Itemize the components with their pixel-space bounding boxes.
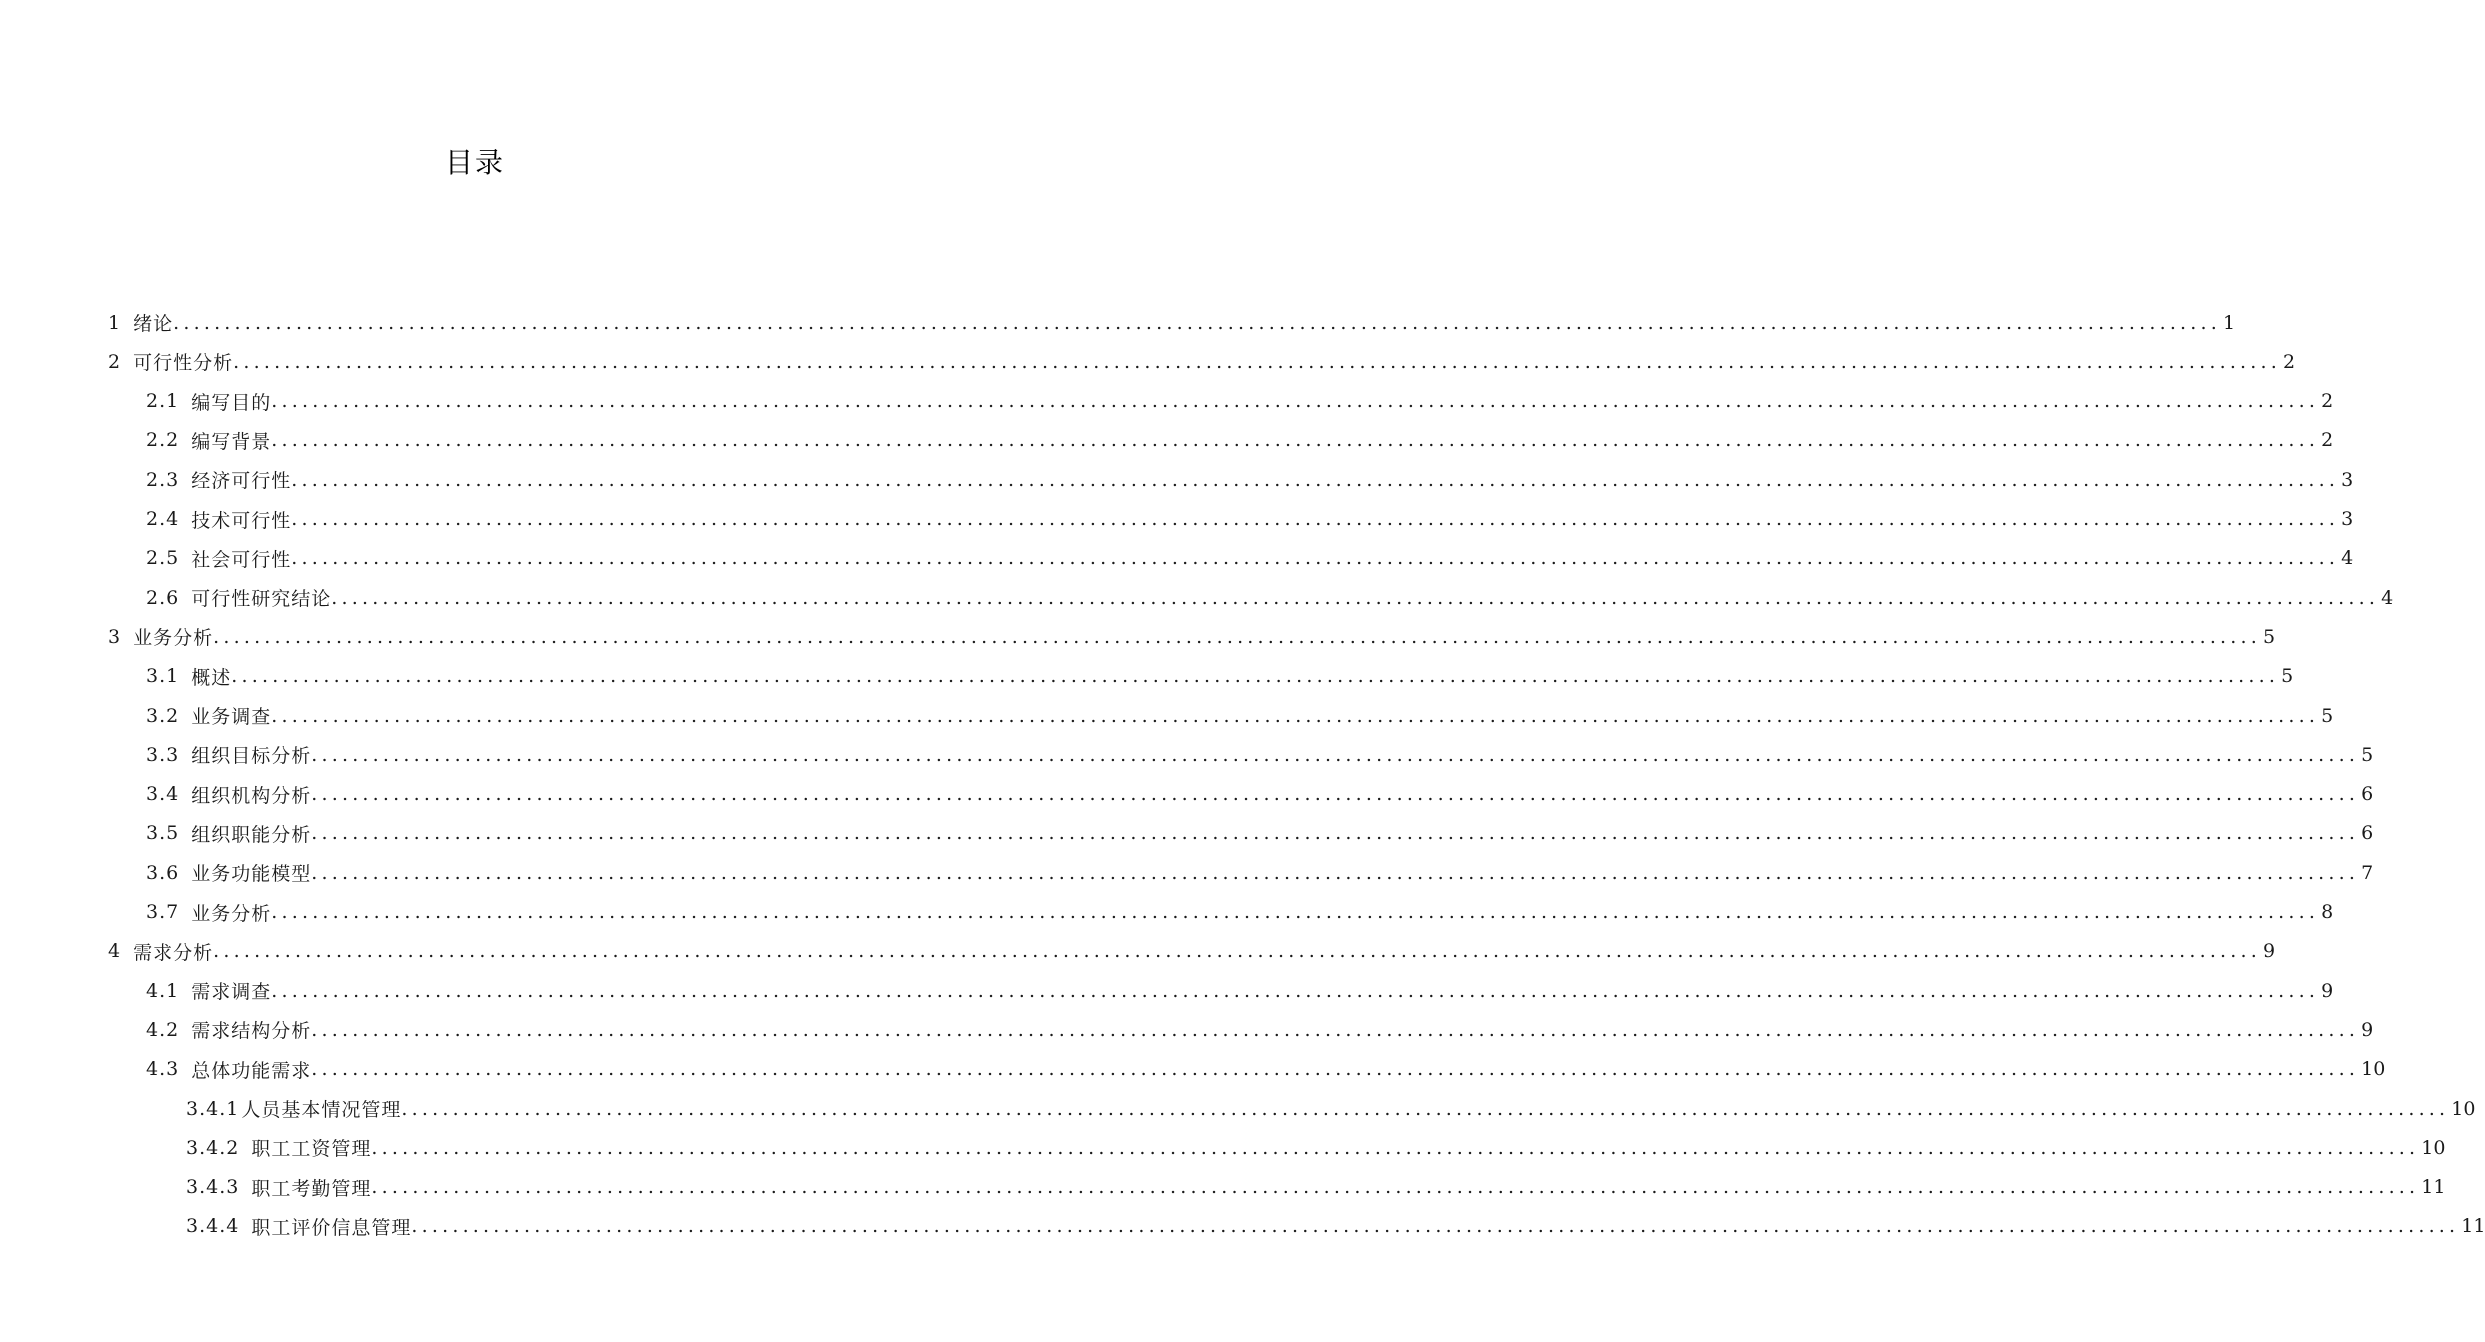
toc-entry-page-number: 5 bbox=[2281, 665, 2294, 688]
toc-entry-number: 2.4 bbox=[146, 508, 180, 530]
toc-entry-title: 经济可行性 bbox=[191, 470, 292, 493]
toc-entry-number: 2.5 bbox=[146, 547, 180, 570]
toc-dot-leader: ........................................................................................................................................................................................................ bbox=[271, 429, 2320, 452]
toc-entry-title: 业务调查 bbox=[191, 706, 272, 728]
toc-entry-page-number: 7 bbox=[2361, 861, 2374, 884]
toc-entry[interactable] bbox=[186, 1089, 2476, 1128]
toc-entry-number: 4.1 bbox=[146, 979, 180, 1002]
toc-entry-page-number: 9 bbox=[2263, 940, 2276, 963]
toc-entry-page-number: 5 bbox=[2263, 625, 2276, 648]
toc-entry[interactable] bbox=[146, 578, 2394, 617]
toc-entry-number: 3.2 bbox=[146, 704, 180, 727]
toc-entry-number: 3.5 bbox=[146, 822, 180, 845]
toc-entry-number: 4.3 bbox=[146, 1058, 180, 1081]
toc-entry-number: 2.2 bbox=[146, 429, 180, 452]
toc-entry-title: 业务分析 bbox=[191, 902, 272, 925]
toc-entry[interactable] bbox=[146, 735, 2374, 774]
toc-entry-number: 3.4.4 bbox=[186, 1215, 240, 1238]
toc-entry-number: 3.6 bbox=[146, 861, 180, 884]
toc-entry[interactable] bbox=[146, 1010, 2374, 1049]
toc-entry-page-number: 5 bbox=[2321, 704, 2334, 727]
toc-entry-page-number: 10 bbox=[2421, 1136, 2446, 1159]
toc-entry-title: 编写目的 bbox=[191, 391, 272, 414]
toc-entry[interactable] bbox=[108, 303, 2236, 342]
toc-entry[interactable] bbox=[146, 500, 2354, 539]
toc-dot-leader: ........................................................................................................................................................................................................ bbox=[411, 1215, 2460, 1238]
toc-entry-page-number: 10 bbox=[2451, 1097, 2476, 1120]
toc-entry-title: 业务分析 bbox=[133, 627, 214, 650]
toc-entry-number: 2 bbox=[108, 350, 122, 373]
toc-entry-number: 2.3 bbox=[146, 468, 180, 491]
toc-dot-leader: ........................................................................................................................................................................................................ bbox=[371, 1136, 2420, 1159]
toc-entry-page-number: 8 bbox=[2321, 901, 2334, 923]
toc-dot-leader: ........................................................................................................................................................................................................ bbox=[401, 1097, 2450, 1120]
toc-entry-number: 3.7 bbox=[146, 901, 180, 923]
toc-entry-title: 职工考勤管理 bbox=[251, 1177, 372, 1200]
toc-entry-page-number: 4 bbox=[2341, 547, 2354, 570]
toc-dot-leader: ........................................................................................................................................................................................................ bbox=[271, 979, 2320, 1002]
toc-dot-leader: ........................................................................................................................................................................................................ bbox=[213, 940, 2262, 963]
toc-dot-leader: ........................................................................................................................................................................................................ bbox=[271, 901, 2320, 923]
toc-entry[interactable] bbox=[186, 1207, 2485, 1246]
toc-dot-leader: ........................................................................................................................................................................................................ bbox=[311, 1058, 2360, 1081]
toc-entry-page-number: 10 bbox=[2361, 1058, 2386, 1081]
toc-entry-number: 3.4.3 bbox=[186, 1176, 240, 1199]
toc-entry-page-number: 11 bbox=[2461, 1215, 2485, 1238]
toc-entry-number: 3.1 bbox=[146, 665, 180, 688]
toc-entry-title: 组织机构分析 bbox=[191, 784, 312, 807]
toc-dot-leader: ........................................................................................................................................................................................................ bbox=[213, 625, 2262, 648]
toc-entry-number: 3.3 bbox=[146, 743, 180, 766]
toc-entry-title: 职工评价信息管理 bbox=[251, 1216, 412, 1239]
toc-entry-number: 3.4 bbox=[146, 783, 180, 806]
toc-dot-leader: ........................................................................................................................................................................................................ bbox=[311, 861, 2360, 884]
toc-entry-page-number: 3 bbox=[2341, 468, 2354, 491]
toc-entry-page-number: 6 bbox=[2361, 822, 2374, 845]
toc-entry[interactable] bbox=[108, 342, 2296, 381]
toc-entry[interactable] bbox=[146, 421, 2334, 460]
toc-entry[interactable] bbox=[146, 460, 2354, 499]
toc-entry-page-number: 2 bbox=[2321, 390, 2334, 413]
toc-entry-number: 3.4.2 bbox=[186, 1136, 240, 1159]
toc-entry-page-number: 11 bbox=[2421, 1176, 2446, 1199]
toc-entry[interactable] bbox=[146, 853, 2374, 892]
toc-entry-title: 组织职能分析 bbox=[191, 823, 312, 846]
toc-dot-leader: ........................................................................................................................................................................................................ bbox=[231, 665, 2280, 688]
toc-entry-number: 4 bbox=[108, 940, 122, 963]
toc-dot-leader: ........................................................................................................................................................................................................ bbox=[371, 1176, 2420, 1199]
toc-entry-title: 编写背景 bbox=[191, 430, 272, 453]
toc-entry-page-number: 2 bbox=[2283, 350, 2296, 373]
toc-entry-title: 绪论 bbox=[133, 313, 174, 335]
toc-entry[interactable] bbox=[108, 617, 2276, 656]
toc-entry-page-number: 1 bbox=[2223, 311, 2236, 334]
toc-dot-leader: ........................................................................................................................................................................................................ bbox=[331, 586, 2380, 609]
toc-entry[interactable] bbox=[146, 696, 2334, 735]
toc-entry-page-number: 9 bbox=[2321, 979, 2334, 1002]
toc-entry-number: 4.2 bbox=[146, 1018, 180, 1041]
toc-entry-title: 人员基本情况管理 bbox=[241, 1099, 402, 1121]
toc-entry-page-number: 3 bbox=[2341, 508, 2354, 530]
toc-entry[interactable] bbox=[146, 971, 2334, 1010]
toc-entry-page-number: 9 bbox=[2361, 1018, 2374, 1041]
toc-entry-title: 业务功能模型 bbox=[191, 863, 312, 886]
toc-entry[interactable] bbox=[146, 1050, 2386, 1089]
toc-entry-number: 3 bbox=[108, 625, 122, 648]
toc-dot-leader: ........................................................................................................................................................................................................ bbox=[311, 783, 2360, 806]
toc-dot-leader: ........................................................................................................................................................................................................ bbox=[311, 822, 2360, 845]
toc-entry[interactable] bbox=[186, 1168, 2446, 1207]
toc-entry-title: 可行性分析 bbox=[133, 352, 234, 375]
toc-entry-number: 3.4.1 bbox=[186, 1097, 240, 1120]
toc-entry[interactable] bbox=[146, 539, 2354, 578]
toc-entry[interactable] bbox=[146, 775, 2374, 814]
toc-entry-title: 可行性研究结论 bbox=[191, 588, 332, 611]
toc-entry-number: 2.1 bbox=[146, 390, 180, 413]
toc-dot-leader: ........................................................................................................................................................................................................ bbox=[311, 1018, 2360, 1041]
toc-entry[interactable] bbox=[146, 657, 2294, 696]
page-title: 目录 bbox=[444, 146, 505, 179]
toc-dot-leader: ........................................................................................................................................................................................................ bbox=[271, 704, 2320, 727]
toc-dot-leader: ........................................................................................................................................................................................................ bbox=[271, 390, 2320, 413]
toc-dot-leader: ........................................................................................................................................................................................................ bbox=[291, 508, 2340, 530]
toc-entry[interactable] bbox=[146, 814, 2374, 853]
toc-entry-title: 技术可行性 bbox=[191, 509, 292, 532]
toc-dot-leader: ........................................................................................................................................................................................................ bbox=[311, 743, 2360, 766]
toc-entry-page-number: 4 bbox=[2381, 586, 2394, 609]
toc-dot-leader: ........................................................................................................................................................................................................ bbox=[173, 311, 2222, 334]
toc-entry[interactable] bbox=[186, 1128, 2446, 1167]
toc-entry-page-number: 2 bbox=[2321, 429, 2334, 452]
toc-entry-page-number: 5 bbox=[2361, 743, 2374, 766]
toc-entry[interactable] bbox=[146, 382, 2334, 421]
toc-entry-title: 需求分析 bbox=[133, 941, 214, 964]
toc-entry-title: 需求调查 bbox=[191, 981, 272, 1004]
toc-entry-number: 1 bbox=[108, 311, 122, 334]
toc-entry-title: 社会可行性 bbox=[191, 548, 292, 571]
toc-dot-leader: ........................................................................................................................................................................................................ bbox=[291, 468, 2340, 491]
toc-entry-title: 总体功能需求 bbox=[191, 1059, 312, 1082]
toc-entry-page-number: 6 bbox=[2361, 783, 2374, 806]
toc-entry[interactable] bbox=[108, 932, 2276, 971]
toc-dot-leader: ........................................................................................................................................................................................................ bbox=[291, 547, 2340, 570]
toc-entry-title: 职工工资管理 bbox=[251, 1138, 372, 1161]
toc-entry-title: 概述 bbox=[191, 666, 232, 689]
toc-entry-number: 2.6 bbox=[146, 586, 180, 609]
toc-dot-leader: ........................................................................................................................................................................................................ bbox=[233, 350, 2282, 373]
toc-entry-title: 组织目标分析 bbox=[191, 745, 312, 768]
toc-entry-title: 需求结构分析 bbox=[191, 1020, 312, 1043]
toc-entry[interactable] bbox=[146, 893, 2334, 932]
